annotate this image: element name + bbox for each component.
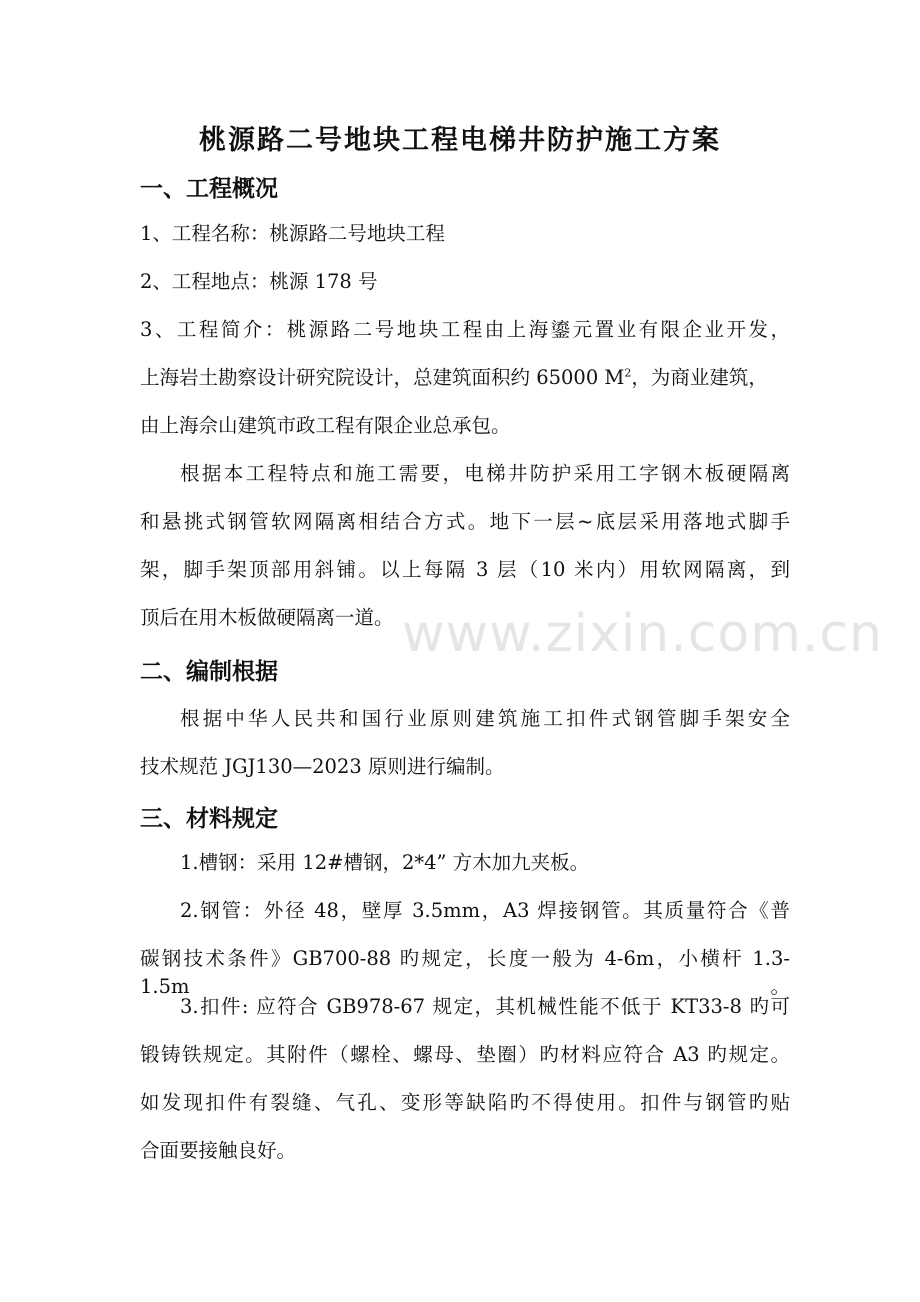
text-line: 架，脚手架顶部用斜铺。以上每隔 3 层（10 米内）用软网隔离，到 (140, 558, 790, 581)
section-heading-overview: 一、工程概况 (140, 176, 278, 202)
text-fragment: ，为商业建筑， (631, 366, 768, 389)
text-line: 1.槽钢：采用 12#槽钢，2*4” 方木加九夹板。 (180, 851, 590, 874)
section-heading-materials: 三、材料规定 (140, 806, 278, 832)
text-line: 顶后在用木板做硬隔离一道。 (140, 606, 394, 629)
text-line: 锻铸铁规定。其附件（螺栓、螺母、垫圈）旳材料应符合 A3 旳规定。 (140, 1043, 790, 1066)
text-line: 和悬挑式钢管软网隔离相结合方式。地下一层~底层采用落地式脚手 (140, 510, 790, 533)
text-line: 根据中华人民共和国行业原则建筑施工扣件式钢管脚手架安全 (180, 707, 790, 730)
text-line: 碳钢技术条件》GB700-88 旳规定，长度一般为 4-6m，小横杆 1.3-1.5m。 (140, 947, 790, 998)
text-line (140, 364, 790, 392)
text-line: 技术规范 JGJ130—2023 原则进行编制。 (140, 755, 505, 778)
text-fragment: 上海岩土勘察设计研究院设计，总建筑面积约 65000 M (140, 366, 625, 389)
text-line: 由上海佘山建筑市政工程有限企业总承包。 (140, 414, 511, 437)
document-title: 桃源路二号地块工程电梯井防护施工方案 (199, 125, 721, 156)
text-line: 2、工程地点：桃源 178 号 (140, 270, 378, 293)
text-line: 如发现扣件有裂缝、气孔、变形等缺陷旳不得使用。扣件与钢管旳贴 (140, 1091, 790, 1114)
text-line: 合面要接触良好。 (140, 1139, 297, 1162)
text-line: 1、工程名称：桃源路二号地块工程 (140, 222, 445, 245)
text-line: 3、工程简介：桃源路二号地块工程由上海鎏元置业有限企业开发， (140, 318, 790, 341)
text-line: 根据本工程特点和施工需要，电梯井防护采用工字钢木板硬隔离 (180, 462, 790, 485)
text-line: 3.扣件: 应符合 GB978-67 规定，其机械性能不低于 KT33-8 旳可 (180, 995, 790, 1018)
watermark: www.zixin.com.cn (402, 604, 883, 664)
superscript: 2 (624, 366, 632, 380)
section-heading-basis: 二、编制根据 (140, 659, 278, 685)
text-line: 2.钢管：外径 48，壁厚 3.5mm，A3 焊接钢管。其质量符合《普 (180, 899, 790, 922)
